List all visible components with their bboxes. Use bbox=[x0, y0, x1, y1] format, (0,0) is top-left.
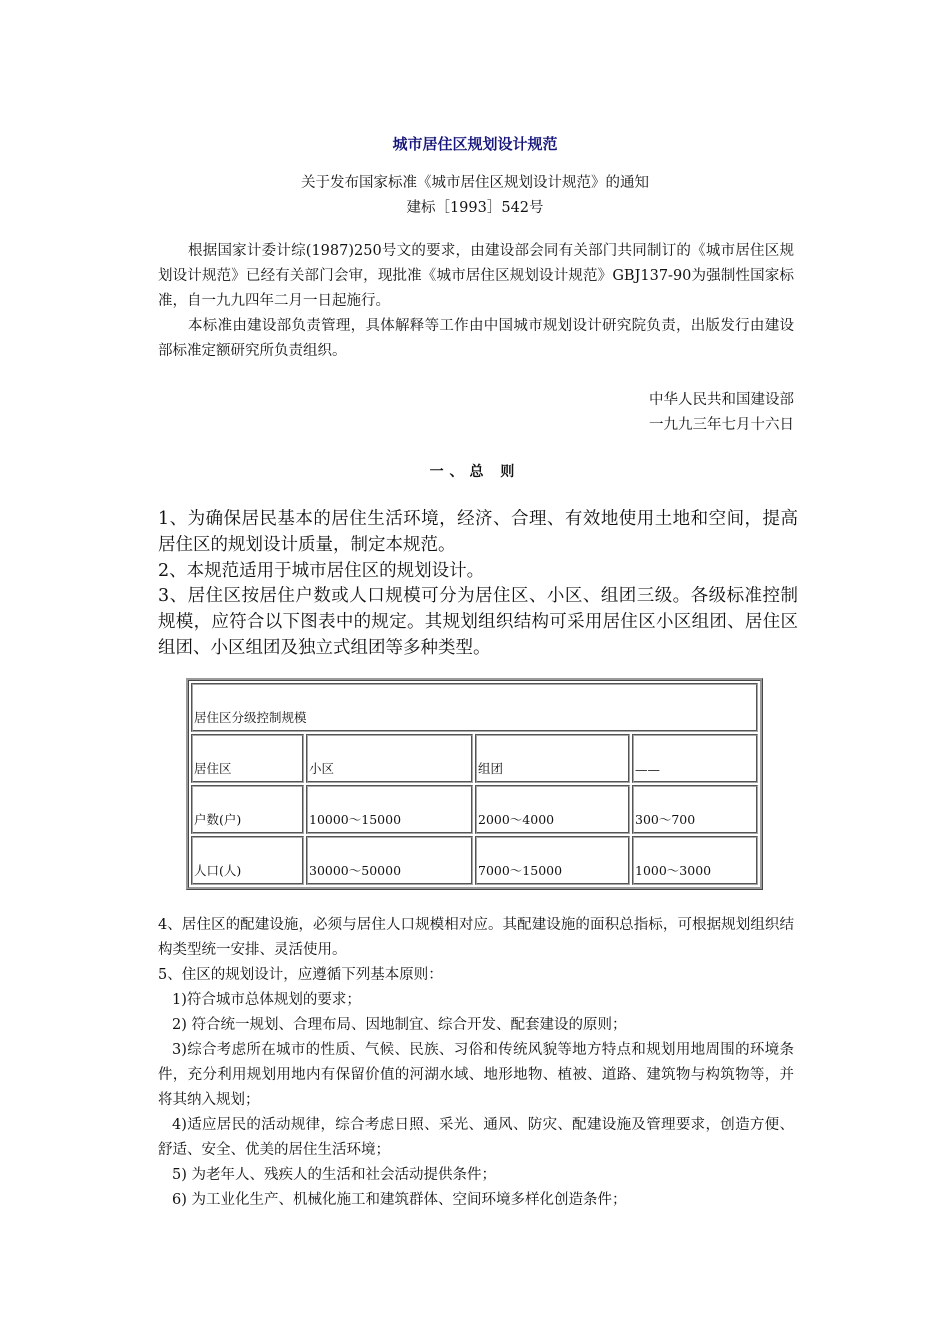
article-1: 1、为确保居民基本的居住生活环境，经济、合理、有效地使用土地和空间，提高居住区的规划设计质量，制定本规范。 bbox=[158, 509, 798, 555]
notice-title: 关于发布国家标准《城市居住区规划设计规范》的通知 bbox=[301, 175, 649, 191]
principle-item: 3)综合考虑所在城市的性质、气候、民族、习俗和传统风貌等地方特点和规划用地周围的环境条件，充分利用规划用地内有保留价值的河湖水域、地形地物、植被、道路、建筑物与构筑物等，并将其纳入规划； bbox=[158, 1042, 794, 1108]
principle-item: 1)符合城市总体规划的要求； bbox=[172, 992, 361, 1008]
notice-paragraph-1: 根据国家计委计综(1987)250号文的要求，由建设部会同有关部门共同制订的《城市居住区规划设计规范》已经有关部门会审，现批准《城市居住区规划设计规范》GBJ137-90为强制性国家标准，自一九九四年二月一日起施行。 bbox=[158, 243, 794, 309]
table-cell: 30000～50000 bbox=[306, 836, 473, 885]
table-cell: 户数(户) bbox=[191, 785, 304, 834]
principle-item: 5) 为老年人、残疾人的生活和社会活动提供条件； bbox=[172, 1167, 496, 1183]
principle-item: 6) 为工业化生产、机械化施工和建筑群体、空间环境多样化创造条件； bbox=[172, 1192, 627, 1208]
signature-org: 中华人民共和国建设部 bbox=[649, 392, 794, 408]
table-row bbox=[191, 785, 758, 834]
table-cell: 300～700 bbox=[632, 785, 758, 834]
article-3: 3、居住区按居住户数或人口规模可分为居住区、小区、组团三级。各级标准控制规模，应符合以下图表中的规定。其规划组织结构可采用居住区小区组团、居住区组团、小区组团及独立式组团等多种类型。 bbox=[158, 586, 798, 658]
table-header-cell: —— bbox=[632, 734, 758, 783]
table-header-cell: 组团 bbox=[475, 734, 630, 783]
principle-item: 4)适应居民的活动规律，综合考虑日照、采光、通风、防灾、配建设施及管理要求，创造方便、舒适、安全、优美的居住生活环境； bbox=[158, 1117, 794, 1158]
table-header-row bbox=[191, 734, 758, 783]
article-5: 5、住区的规划设计，应遵循下列基本原则： bbox=[158, 967, 443, 983]
signature-date: 一九九三年七月十六日 bbox=[649, 417, 794, 433]
table-cell: 7000～15000 bbox=[475, 836, 630, 885]
table-row bbox=[191, 836, 758, 885]
table-cell: 2000～4000 bbox=[475, 785, 630, 834]
document-title: 城市居住区规划设计规范 bbox=[392, 135, 558, 153]
table-cell: 10000～15000 bbox=[306, 785, 473, 834]
table-header-cell: 小区 bbox=[306, 734, 473, 783]
table-header-cell: 居住区 bbox=[191, 734, 304, 783]
notice-paragraph-2: 本标准由建设部负责管理，具体解释等工作由中国城市规划设计研究院负责，出版发行由建设部标准定额研究所负责组织。 bbox=[158, 318, 794, 359]
section-heading: 一、总 则 bbox=[429, 464, 521, 480]
notice-number: 建标［1993］542号 bbox=[406, 200, 544, 216]
scale-table bbox=[186, 678, 763, 890]
table-cell: 人口(人) bbox=[191, 836, 304, 885]
article-4: 4、居住区的配建设施，必须与居住人口规模相对应。其配建设施的面积总指标，可根据规划组织结构类型统一安排、灵活使用。 bbox=[158, 917, 794, 958]
table-caption: 居住区分级控制规模 bbox=[191, 683, 758, 732]
article-2: 2、本规范适用于城市居住区的规划设计。 bbox=[158, 561, 485, 581]
principle-item: 2) 符合统一规划、合理布局、因地制宜、综合开发、配套建设的原则； bbox=[172, 1017, 627, 1033]
table-cell: 1000～3000 bbox=[632, 836, 758, 885]
